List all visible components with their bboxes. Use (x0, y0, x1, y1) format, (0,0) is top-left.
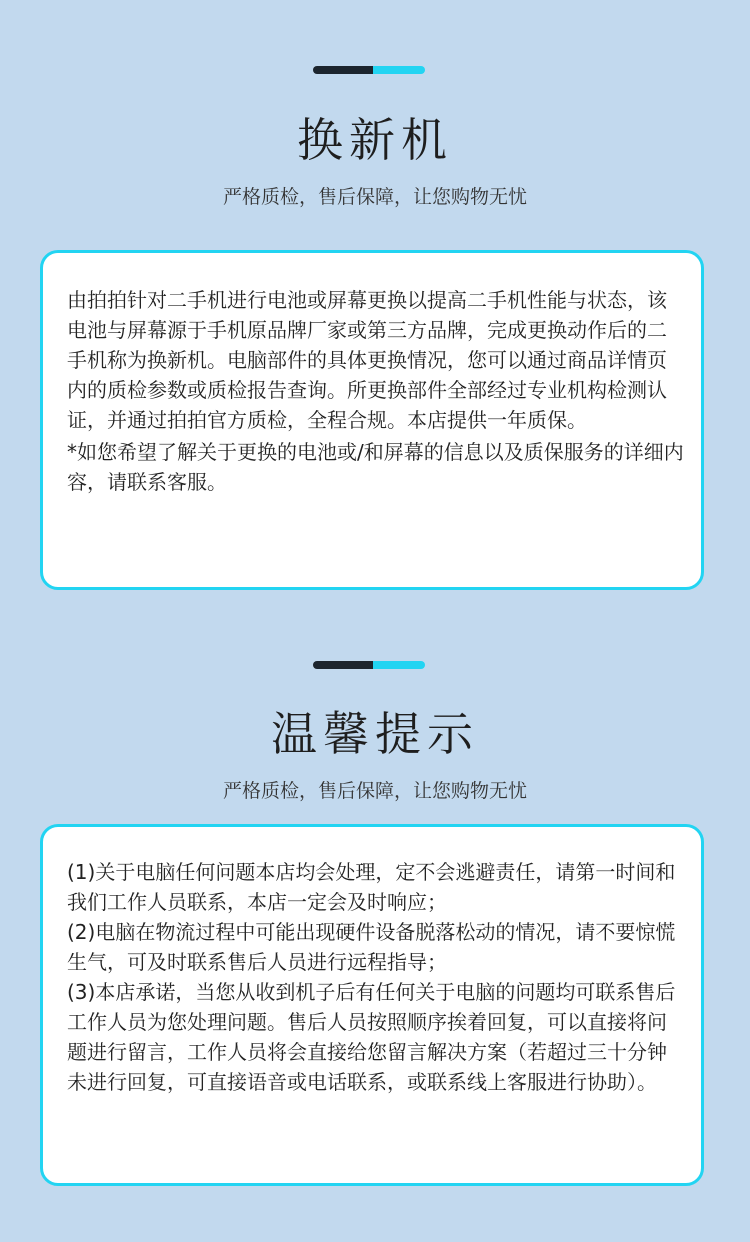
section-title: 温馨提示 (271, 707, 479, 761)
card-body (67, 857, 685, 1097)
section-title: 换新机 (297, 113, 453, 167)
card-body (67, 285, 685, 497)
section-subtitle: 严格质检，售后保障，让您购物无忧 (222, 780, 527, 802)
tip-item: (2)电脑在物流过程中可能出现硬件设备脱落松动的情况，请不要惊慌生气，可及时联系售后人员进行远程指导； (67, 920, 676, 974)
card-note: *如您希望了解关于更换的电池或/和屏幕的信息以及质保服务的详细内容，请联系客服。 (67, 440, 684, 494)
divider-dark-segment (313, 661, 373, 669)
section-divider (313, 661, 425, 669)
section-divider (313, 66, 425, 74)
divider-dark-segment (313, 66, 373, 74)
info-card (40, 250, 704, 590)
divider-light-segment (373, 66, 425, 74)
tip-item: (3)本店承诺，当您从收到机子后有任何关于电脑的问题均可联系售后工作人员为您处理问题。售后人员按照顺序挨着回复，可以直接将问题进行留言，工作人员将会直接给您留言解决方案（若超过三十分钟未进行回复，可直接语音或电话联系，或联系线上客服进行协助）。 (67, 980, 676, 1094)
tips-card (40, 824, 704, 1186)
section-subtitle: 严格质检，售后保障，让您购物无忧 (222, 186, 527, 208)
section-new-machine (0, 0, 750, 600)
section-warm-tips (0, 600, 750, 1242)
divider-light-segment (373, 661, 425, 669)
tip-item: (1)关于电脑任何问题本店均会处理，定不会逃避责任，请第一时间和我们工作人员联系，本店一定会及时响应； (67, 860, 676, 914)
card-paragraph: 由拍拍针对二手机进行电池或屏幕更换以提高二手机性能与状态，该电池与屏幕源于手机原品牌厂家或第三方品牌，完成更换动作后的二手机称为换新机。电脑部件的具体更换情况，您可以通过商品详情页内的质检参数或质检报告查询。所更换部件全部经过专业机构检测认证，并通过拍拍官方质检，全程合规。本店提供一年质保。 (67, 288, 667, 432)
